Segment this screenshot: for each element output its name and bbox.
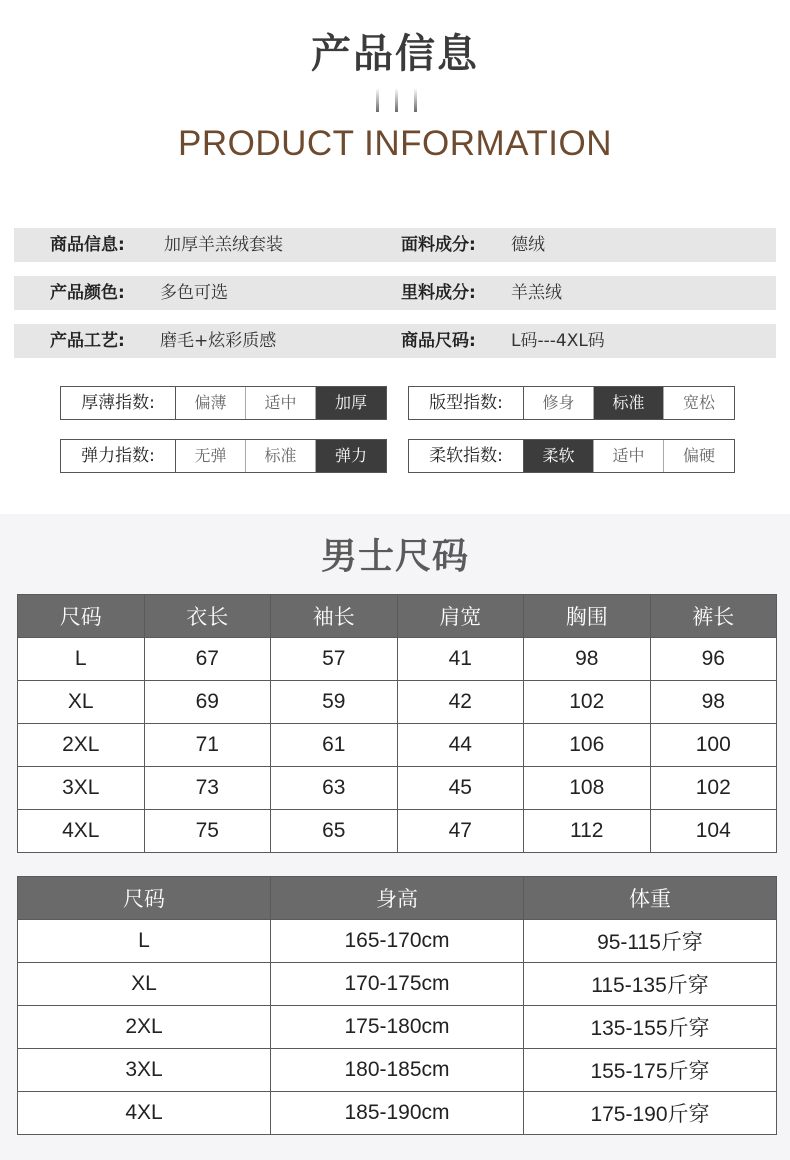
table-cell: 4XL: [18, 810, 145, 853]
index-label: 厚薄指数:: [61, 387, 176, 419]
table-cell: 165-170cm: [271, 920, 524, 963]
table-row: [18, 1006, 777, 1049]
info-value: 磨毛+炫彩质感: [160, 331, 277, 351]
table-cell: 175-190斤穿: [524, 1092, 777, 1135]
table-cell: 45: [397, 767, 524, 810]
table-cell: 75: [144, 810, 271, 853]
table-cell: 185-190cm: [271, 1092, 524, 1135]
table-cell: XL: [18, 963, 271, 1006]
table-cell: 102: [524, 681, 651, 724]
table-cell: 155-175斤穿: [524, 1049, 777, 1092]
thickness-index: [60, 386, 387, 420]
index-option: 修身: [524, 387, 594, 419]
table-header-cell: 体重: [524, 877, 777, 920]
table-row: [18, 1049, 777, 1092]
divider-bars-icon: [373, 88, 421, 112]
index-label: 弹力指数:: [61, 440, 176, 472]
table-row: [18, 920, 777, 963]
table-cell: 108: [524, 767, 651, 810]
fit-index: [408, 386, 735, 420]
table-cell: 95-115斤穿: [524, 920, 777, 963]
table-cell: 98: [650, 681, 777, 724]
size-table: [17, 594, 777, 853]
index-label: 版型指数:: [409, 387, 524, 419]
table-cell: 2XL: [18, 724, 145, 767]
table-cell: L: [18, 638, 145, 681]
index-option: 适中: [246, 387, 316, 419]
softness-index: [408, 439, 735, 473]
table-cell: 98: [524, 638, 651, 681]
table-cell: 59: [271, 681, 398, 724]
index-option: 偏薄: [176, 387, 246, 419]
table-cell: 41: [397, 638, 524, 681]
table-header-cell: 胸围: [524, 595, 651, 638]
table-cell: XL: [18, 681, 145, 724]
table-cell: 63: [271, 767, 398, 810]
index-label: 柔软指数:: [409, 440, 524, 472]
table-cell: 57: [271, 638, 398, 681]
table-header-cell: 尺码: [18, 595, 145, 638]
elasticity-index: [60, 439, 387, 473]
table-header-cell: 衣长: [144, 595, 271, 638]
table-row: [18, 767, 777, 810]
info-value: L码---4XL码: [511, 331, 605, 351]
table-cell: 44: [397, 724, 524, 767]
height-weight-table: [17, 876, 777, 1135]
table-cell: 96: [650, 638, 777, 681]
index-option: 无弹: [176, 440, 246, 472]
index-option: 标准: [246, 440, 316, 472]
table-cell: 104: [650, 810, 777, 853]
info-value: 多色可选: [160, 283, 228, 303]
page-subtitle: PRODUCT INFORMATION: [177, 124, 613, 163]
table-cell: 135-155斤穿: [524, 1006, 777, 1049]
table-cell: 180-185cm: [271, 1049, 524, 1092]
info-row: [14, 228, 776, 262]
table-cell: 2XL: [18, 1006, 271, 1049]
table-cell: 4XL: [18, 1092, 271, 1135]
size-section-title: 男士尺码: [320, 536, 469, 577]
table-row: [18, 963, 777, 1006]
info-value: 德绒: [511, 235, 545, 255]
table-row: [18, 681, 777, 724]
table-cell: 175-180cm: [271, 1006, 524, 1049]
info-label: 商品尺码:: [401, 331, 476, 351]
info-row: [14, 324, 776, 358]
table-row: [18, 1092, 777, 1135]
info-label: 面料成分:: [401, 235, 476, 255]
info-label: 商品信息:: [50, 235, 125, 255]
info-label: 产品工艺:: [50, 331, 125, 351]
table-cell: 67: [144, 638, 271, 681]
info-value: 羊羔绒: [511, 283, 562, 303]
table-cell: 100: [650, 724, 777, 767]
index-option-selected: 弹力: [316, 440, 386, 472]
table-row: [18, 724, 777, 767]
table-cell: 3XL: [18, 1049, 271, 1092]
table-header-cell: 身高: [271, 877, 524, 920]
table-header-cell: 肩宽: [397, 595, 524, 638]
table-cell: 71: [144, 724, 271, 767]
table-cell: 42: [397, 681, 524, 724]
table-cell: 106: [524, 724, 651, 767]
table-cell: 61: [271, 724, 398, 767]
info-value: 加厚羊羔绒套装: [164, 235, 283, 255]
table-cell: 65: [271, 810, 398, 853]
table-row: [18, 638, 777, 681]
table-cell: 115-135斤穿: [524, 963, 777, 1006]
index-option-selected: 柔软: [524, 440, 594, 472]
table-header-row: [18, 877, 777, 920]
table-cell: L: [18, 920, 271, 963]
table-header-row: [18, 595, 777, 638]
table-header-cell: 尺码: [18, 877, 271, 920]
index-option-selected: 标准: [594, 387, 664, 419]
info-label: 里料成分:: [401, 283, 476, 303]
table-cell: 170-175cm: [271, 963, 524, 1006]
table-header-cell: 裤长: [650, 595, 777, 638]
info-row: [14, 276, 776, 310]
table-cell: 73: [144, 767, 271, 810]
table-cell: 3XL: [18, 767, 145, 810]
table-row: [18, 810, 777, 853]
table-header-cell: 袖长: [271, 595, 398, 638]
info-label: 产品颜色:: [50, 283, 125, 303]
index-option: 偏硬: [682, 446, 715, 465]
index-option: 适中: [594, 440, 664, 472]
table-cell: 69: [144, 681, 271, 724]
table-cell: 112: [524, 810, 651, 853]
index-option: 宽松: [682, 393, 715, 412]
table-cell: 102: [650, 767, 777, 810]
table-cell: 47: [397, 810, 524, 853]
page-title: 产品信息: [311, 31, 479, 77]
index-option-selected: 加厚: [316, 387, 386, 419]
